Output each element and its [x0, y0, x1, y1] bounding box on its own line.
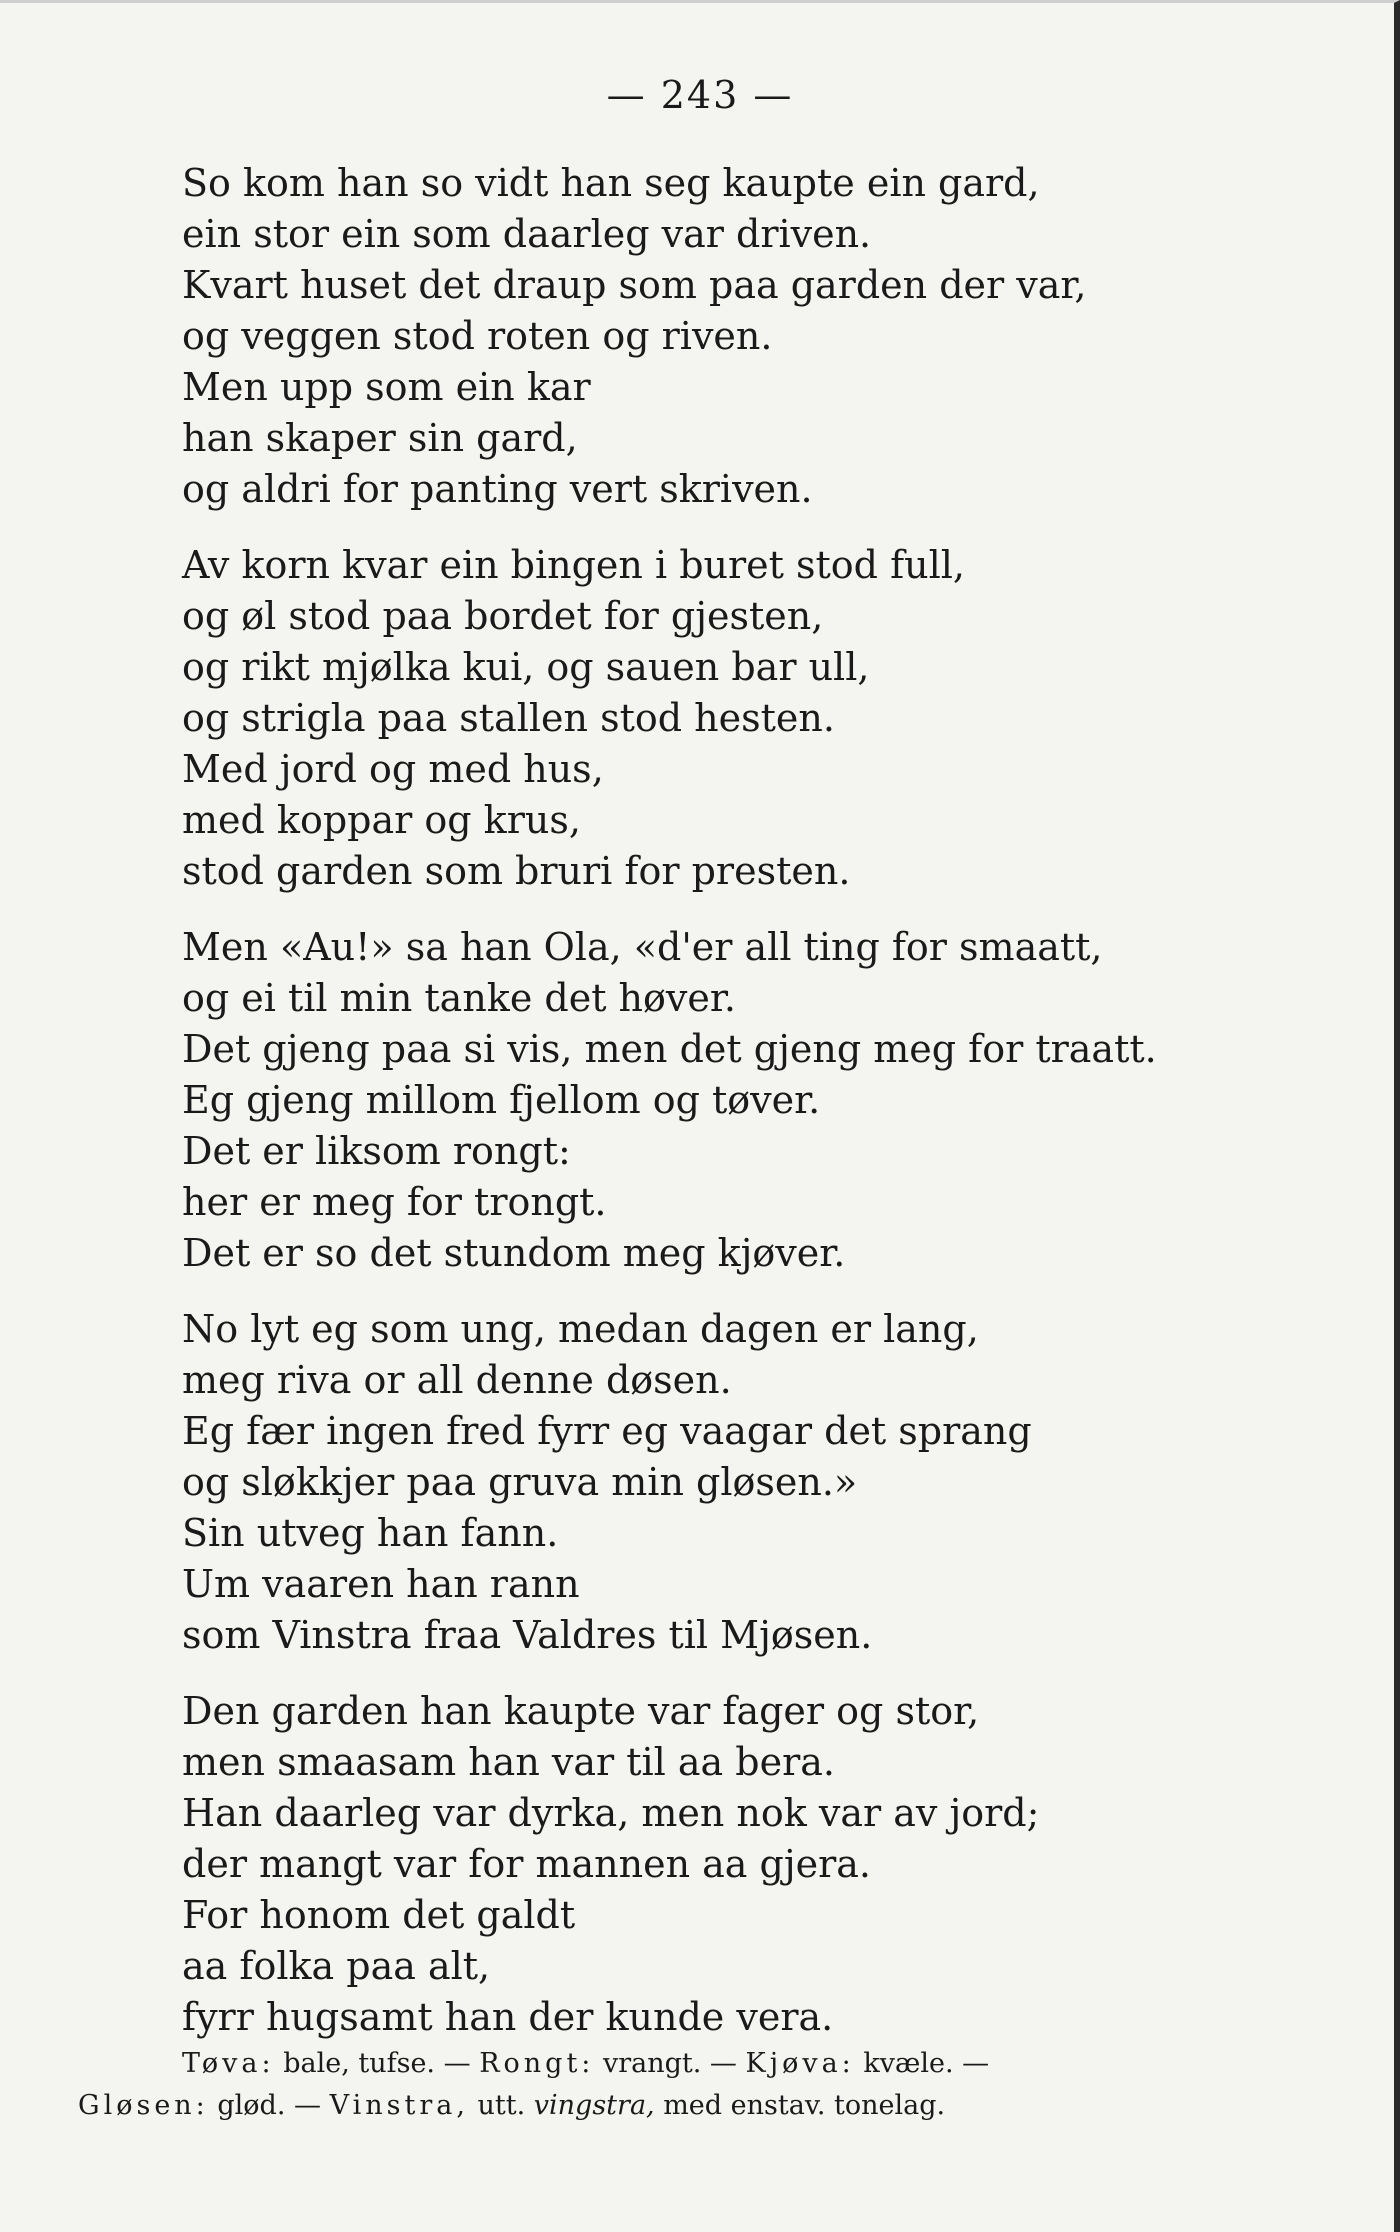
footnote-definition: kvæle. —: [854, 2048, 990, 2079]
poem-line: Kvart huset det draup som paa garden der var,: [182, 263, 1087, 307]
poem-line: der mangt var for mannen aa gjera.: [182, 1842, 872, 1886]
stanza: [182, 158, 1322, 515]
poem-line: Eg gjeng millom fjellom og tøver.: [182, 1078, 821, 1122]
footnotes: [0, 2043, 1400, 2127]
footnote-definition: glød. —: [208, 2090, 330, 2121]
footnote-definition: bale, tufse. —: [274, 2048, 480, 2079]
poem-line: og rikt mjølka kui, og sauen bar ull,: [182, 645, 870, 689]
poem-line: Det er so det stundom meg kjøver.: [182, 1231, 846, 1275]
footnote-definition: utt.: [468, 2090, 534, 2121]
poem-line: stod garden som bruri for presten.: [182, 849, 851, 893]
footnote-line-1: [0, 2043, 1400, 2085]
footnote-term: Rongt:: [479, 2048, 595, 2079]
footnote-definition: vrangt. —: [594, 2048, 746, 2079]
footnote-term: Kjøva:: [745, 2048, 855, 2079]
stanza: [182, 922, 1322, 1279]
poem-line: ein stor ein som daarleg var driven.: [182, 212, 872, 256]
poem-line: og aldri for panting vert skriven.: [182, 467, 813, 511]
poem-line: Han daarleg var dyrka, men nok var av jord;: [182, 1791, 1040, 1835]
poem-line: og veggen stod roten og riven.: [182, 314, 773, 358]
footnote-term: Tøva:: [182, 2048, 275, 2079]
poem-line: her er meg for trongt.: [182, 1180, 607, 1224]
poem-line: og strigla paa stallen stod hesten.: [182, 696, 835, 740]
poem-line: Den garden han kaupte var fager og stor,: [182, 1689, 980, 1733]
footnote-pronunciation: vingstra,: [533, 2090, 655, 2121]
poem-line: Med jord og med hus,: [182, 747, 604, 791]
stanza: [182, 1304, 1322, 1661]
poem-line: Sin utveg han fann.: [182, 1511, 559, 1555]
poem-line: Eg fær ingen fred fyrr eg vaagar det sprang: [182, 1409, 1032, 1453]
poem-line: han skaper sin gard,: [182, 416, 578, 460]
footnote-term: Vinstra,: [329, 2090, 469, 2121]
poem-line: og ei til min tanke det høver.: [182, 976, 736, 1020]
poem-line: Det er liksom rongt:: [182, 1129, 571, 1173]
poem-line: So kom han so vidt han seg kaupte ein gard,: [182, 161, 1040, 205]
footnote-definition: med enstav. tonelag.: [654, 2090, 946, 2121]
poem-line: No lyt eg som ung, medan dagen er lang,: [182, 1307, 979, 1351]
poem-line: og sløkkjer paa gruva min gløsen.»: [182, 1460, 858, 1504]
poem-line: og øl stod paa bordet for gjesten,: [182, 594, 824, 638]
poem: [182, 158, 1322, 2068]
stanza: [182, 1686, 1322, 2043]
page-number: — 243 —: [606, 73, 794, 117]
poem-line: Det gjeng paa si vis, men det gjeng meg for traatt.: [182, 1027, 1157, 1071]
poem-line: aa folka paa alt,: [182, 1944, 491, 1988]
poem-line: Um vaaren han rann: [182, 1562, 580, 1606]
poem-line: men smaasam han var til aa bera.: [182, 1740, 835, 1784]
poem-line: meg riva or all denne døsen.: [182, 1358, 732, 1402]
poem-line: som Vinstra fraa Valdres til Mjøsen.: [182, 1613, 873, 1657]
poem-line: fyrr hugsamt han der kunde vera.: [182, 1995, 834, 2039]
poem-line: For honom det galdt: [182, 1893, 576, 1937]
footnote-line-2: [0, 2085, 1400, 2127]
footnote-term: Gløsen:: [78, 2090, 209, 2121]
poem-line: Av korn kvar ein bingen i buret stod full,: [182, 543, 965, 587]
poem-line: Men upp som ein kar: [182, 365, 591, 409]
stanza: [182, 540, 1322, 897]
poem-line: Men «Au!» sa han Ola, «d'er all ting for smaatt,: [182, 925, 1103, 969]
poem-line: med koppar og krus,: [182, 798, 581, 842]
